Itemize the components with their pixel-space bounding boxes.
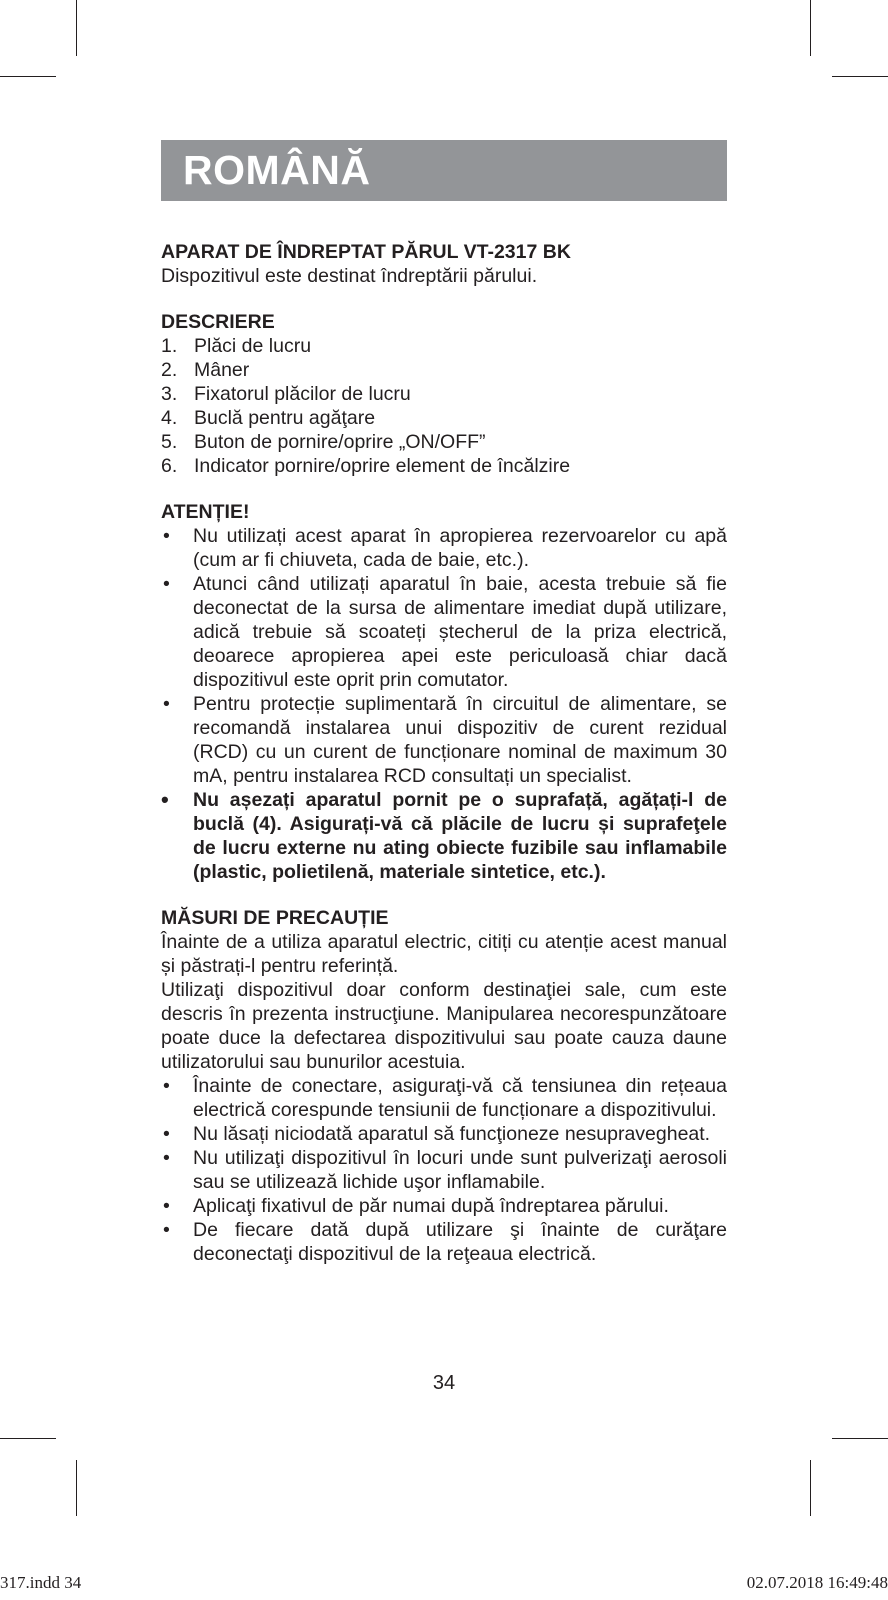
bullet-icon: • [163,1075,170,1097]
list-item [161,382,727,406]
list-item [161,1194,727,1218]
slug-filename: 317.indd 34 [0,1573,82,1592]
list-item [161,406,727,430]
manual-content [161,240,727,1266]
item-text: Mâner [194,359,250,381]
list-item [161,1146,727,1194]
list-item [161,524,727,572]
attention-list [161,524,727,884]
item-text: Indicator pornire/oprire element de încălzire [194,455,571,477]
language-title: ROMÂNĂ [183,147,371,193]
item-text: Pentru protecție suplimentară în circuitul de alimentare, se recomandă instalarea unui dispozitiv de curent rezidual (RCD) cu un curent de funcționare nominal de maximum 30 mA, pentru instalarea RCD consultați un specialist. [193,693,727,787]
item-number: 6. [161,455,178,477]
list-item [161,334,727,358]
list-item [161,1122,727,1146]
crop-mark [0,1438,56,1439]
item-number: 3. [161,383,178,405]
crop-mark [832,1438,888,1439]
product-subtitle: Dispozitivul este destinat îndreptării părului. [161,265,538,287]
language-header-bar [161,140,727,201]
crop-mark [832,76,888,77]
item-text: Înainte de conectare, asiguraţi-vă că tensiunea din rețeaua electrică corespunde tensiunii de funcționare a dispozitivului. [193,1075,727,1121]
description-heading: DESCRIERE [161,311,275,333]
item-text: Plăci de lucru [194,335,312,357]
item-number: 2. [161,359,178,381]
list-item [161,358,727,382]
crop-mark [810,1460,811,1516]
list-item [161,1074,727,1122]
precautions-paragraph: Utilizaţi dispozitivul doar conform destinaţiei sale, cum este descris în prezenta instrucţiune. Manipularea necorespunzătoare poate duce la defectarea dispozitivului sau poate cauza daune utilizatorului sau bunurilor acestuia. [161,979,727,1073]
list-item [161,1218,727,1266]
crop-mark [810,0,811,56]
bullet-icon: • [161,787,169,812]
crop-mark [0,76,56,77]
precautions-heading: MĂSURI DE PRECAUȚIE [161,907,389,929]
bullet-icon: • [163,1219,170,1241]
description-list [161,334,727,478]
list-item [161,572,727,692]
item-text: Nu așezați aparatul pornit pe o suprafață, agățați-l de buclă (4). Asigurați-vă că plăcile de lucru și suprafeţele de lucru externe nu ating obiecte fuzibile sau inflamabile (plastic, polietilenă, materiale sintetice, etc.). [193,789,727,883]
item-number: 4. [161,407,178,429]
page-number: 34 [432,1372,456,1394]
item-text: Aplicaţi fixativul de păr numai după îndreptarea părului. [193,1195,669,1217]
bullet-icon: • [163,1123,170,1145]
list-item [161,430,727,454]
crop-mark [76,1460,77,1516]
bullet-icon: • [163,1195,170,1217]
item-text: Nu lăsați niciodată aparatul să funcţioneze nesupravegheat. [193,1123,711,1145]
bullet-icon: • [163,693,170,715]
precautions-list [161,1074,727,1266]
item-text: Buclă pentru agăţare [194,407,376,429]
item-text: Nu utilizați acest aparat în apropierea rezervoarelor cu apă (cum ar fi chiuveta, cada de baie, etc.). [193,525,727,571]
item-text: Fixatorul plăcilor de lucru [194,383,411,405]
bullet-icon: • [163,1147,170,1169]
attention-heading: ATENȚIE! [161,501,250,523]
item-text: Nu utilizaţi dispozitivul în locuri unde sunt pulverizaţi aerosoli sau se utilizează lichide uşor inflamabile. [193,1147,727,1193]
item-text: Buton de pornire/oprire „ON/OFF” [194,431,486,453]
item-number: 5. [161,431,178,453]
product-heading: APARAT DE ÎNDREPTAT PĂRUL VT-2317 BK [161,241,571,263]
item-number: 1. [161,335,178,357]
bullet-icon: • [163,573,170,595]
bullet-icon: • [163,525,170,547]
item-text: Atunci când utilizați aparatul în baie, acesta trebuie să fie deconectat de la sursa de alimentare imediat după utilizare, adică trebuie să scoateți ștecherul de la priza electrică, deoarece apropierea apei este periculoasă chiar dacă dispozitivul este oprit prin comutator. [193,573,727,691]
list-item [161,454,727,478]
list-item-warning [161,788,727,884]
precautions-paragraph: Înainte de a utiliza aparatul electric, citiți cu atenție acest manual și păstrați-l pentru referință. [161,931,727,977]
slug-timestamp: 02.07.2018 16:49:48 [746,1573,888,1592]
list-item [161,692,727,788]
crop-mark [76,0,77,56]
item-text: De fiecare dată după utilizare şi înainte de curăţare deconectaţi dispozitivul de la reţeaua electrică. [193,1219,727,1265]
